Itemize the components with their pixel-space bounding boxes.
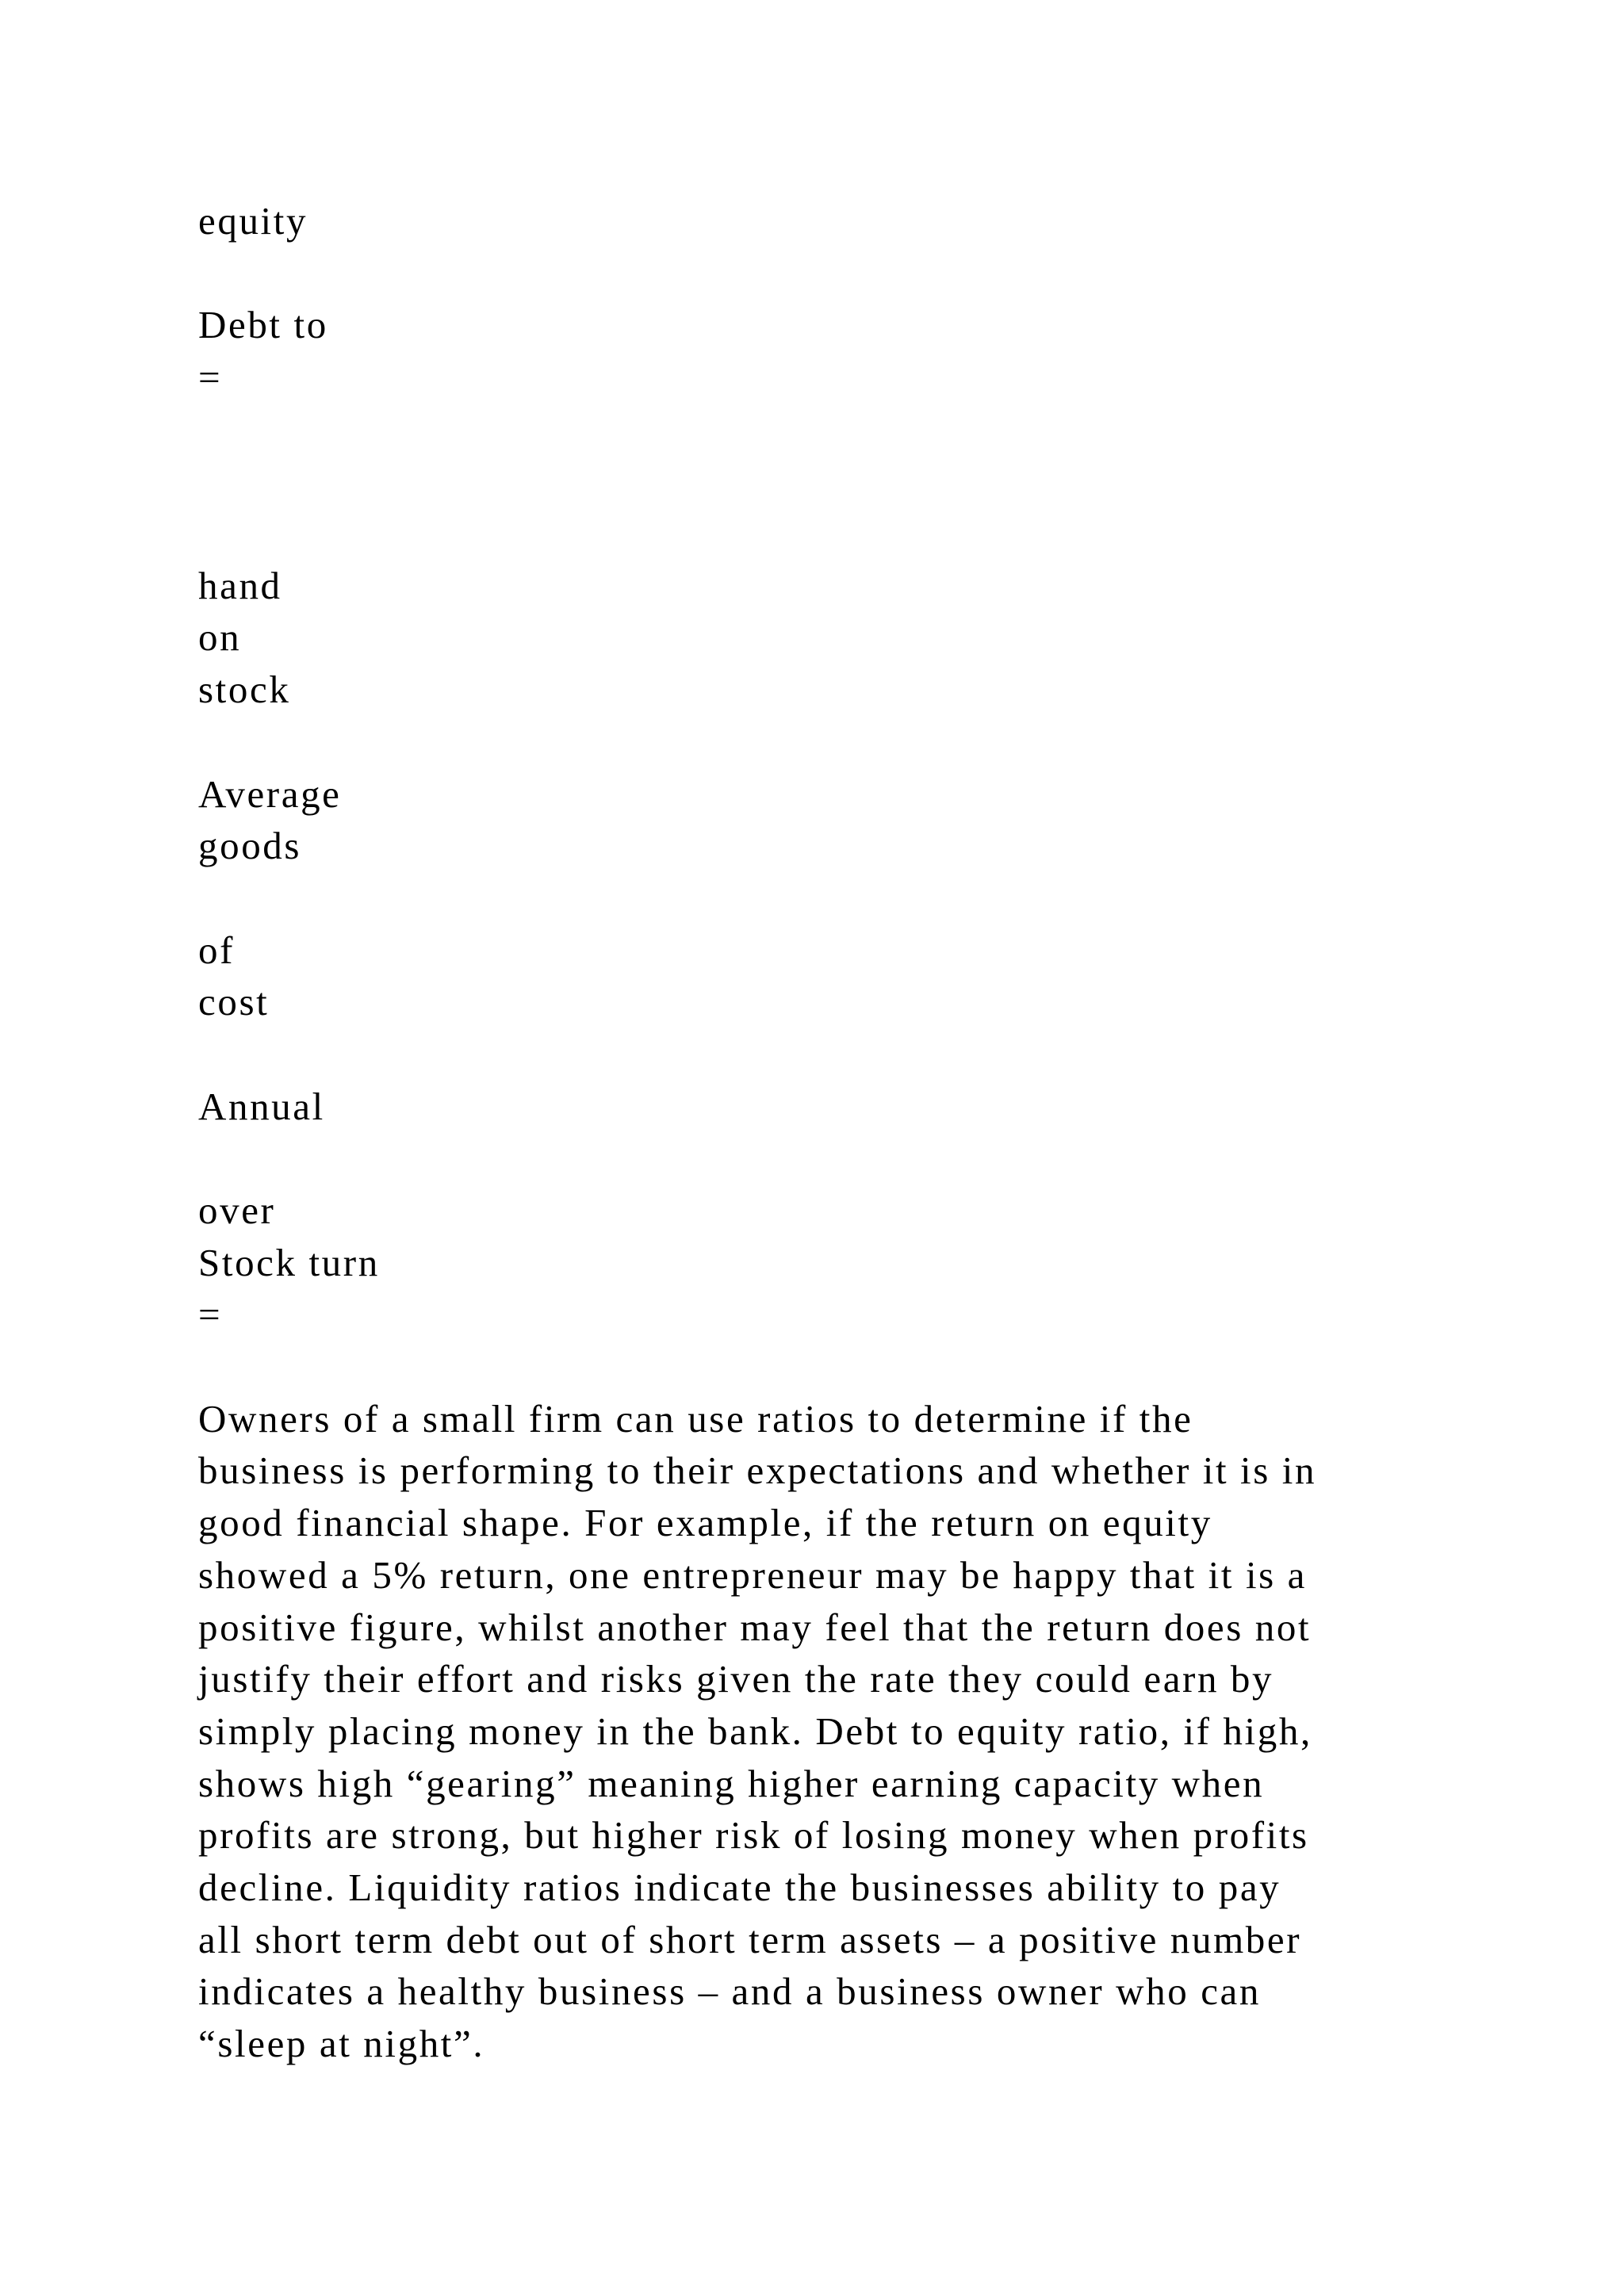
paragraph-line: indicates a healthy business – and a business owner who can xyxy=(198,1969,1261,2014)
blank-line xyxy=(198,872,1515,924)
text-of: of xyxy=(198,928,236,972)
paragraph-line: good financial shape. For example, if the return on equity xyxy=(198,1501,1212,1545)
text-debt-to: Debt to xyxy=(198,303,328,347)
text-over: over xyxy=(198,1188,276,1232)
paragraph-line: justify their effort and risks given the rate they could earn by xyxy=(198,1657,1274,1701)
paragraph-line: positive figure, whilst another may feel that the return does not xyxy=(198,1605,1312,1649)
blank-line xyxy=(198,247,1515,300)
paragraph-line: showed a 5% return, one entrepreneur may be happy that it is a xyxy=(198,1552,1308,1597)
paragraph-line: Owners of a small firm can use ratios to determine if the xyxy=(198,1396,1193,1441)
paragraph-line: all short term debt out of short term assets – a positive number xyxy=(198,1917,1302,1961)
text-on: on xyxy=(198,615,242,660)
body-paragraph xyxy=(198,1393,1515,2070)
text-stock: stock xyxy=(198,668,291,712)
text-hand: hand xyxy=(198,563,282,607)
text-goods: goods xyxy=(198,824,302,868)
blank-line xyxy=(198,1132,1515,1184)
text-cost: cost xyxy=(198,980,270,1024)
equals-sign: = xyxy=(198,355,223,400)
text-stock-turn: Stock turn xyxy=(198,1240,380,1284)
blank-line xyxy=(198,1028,1515,1081)
blank-line xyxy=(198,716,1515,768)
blank-gap xyxy=(198,404,1515,560)
document-text xyxy=(198,195,1515,2070)
paragraph-line: “sleep at night”. xyxy=(198,2022,485,2065)
paragraph-line: profits are strong, but higher risk of losing money when profits xyxy=(198,1813,1309,1858)
paragraph-line: shows high “gearing” meaning higher earning capacity when xyxy=(198,1761,1265,1805)
equals-sign: = xyxy=(198,1292,223,1337)
blank-line xyxy=(198,1341,1515,1393)
paragraph-line: decline. Liquidity ratios indicate the businesses ability to pay xyxy=(198,1865,1281,1909)
text-equity: equity xyxy=(198,199,308,243)
paragraph-line: simply placing money in the bank. Debt to equity ratio, if high, xyxy=(198,1709,1312,1753)
text-annual: Annual xyxy=(198,1084,325,1128)
text-average: Average xyxy=(198,771,342,816)
paragraph-line: business is performing to their expectations and whether it is in xyxy=(198,1448,1317,1493)
